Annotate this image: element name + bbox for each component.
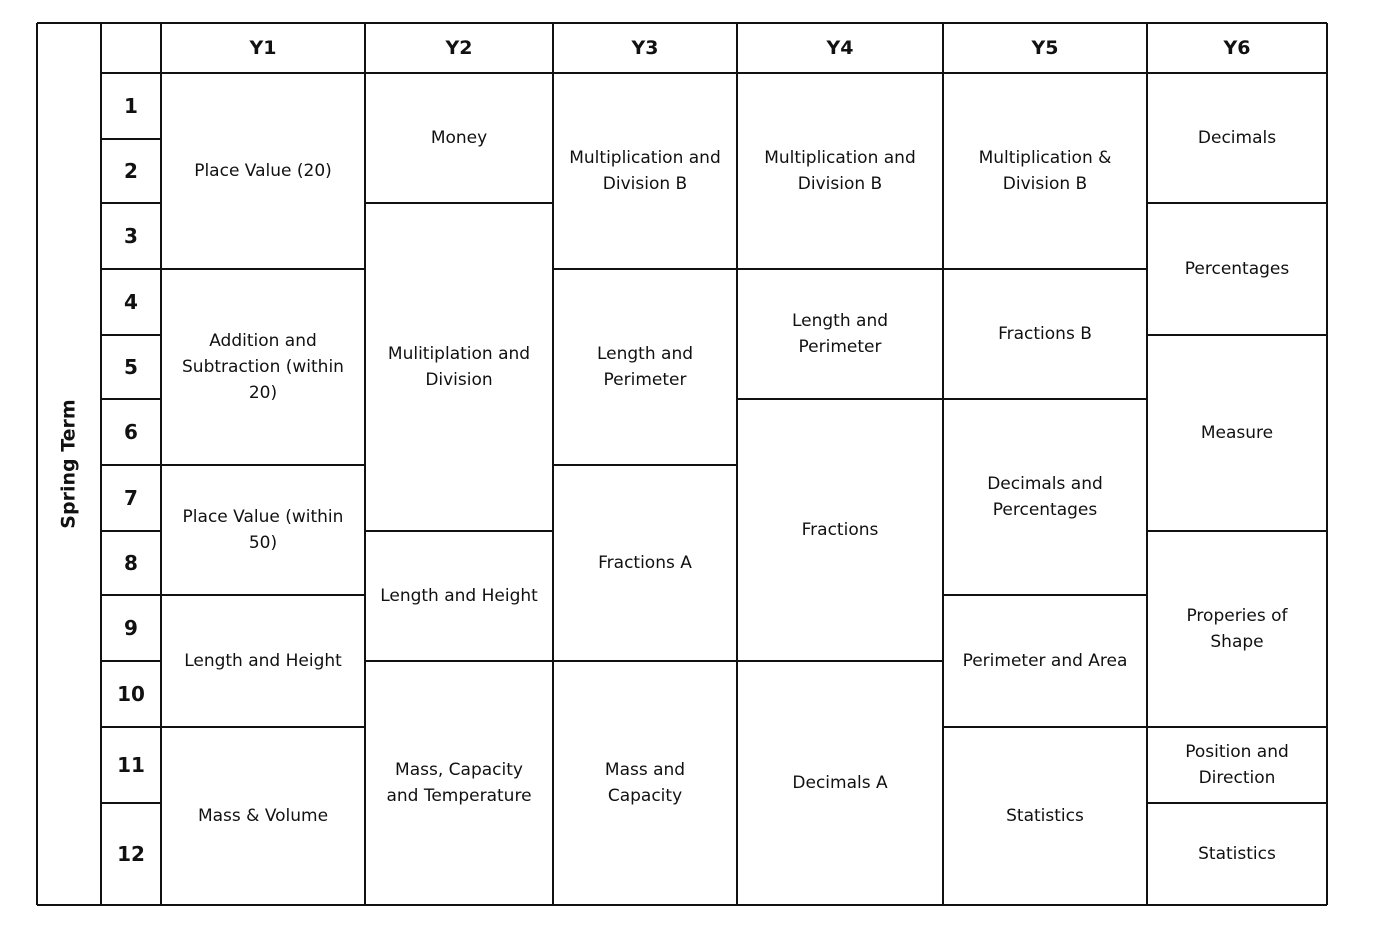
- term-label: [37, 23, 101, 905]
- topic-cell-y1-4-text: Length and Height: [184, 651, 342, 671]
- topic-cell-y2-2: [365, 203, 553, 531]
- topic-cell-y4-4: [737, 661, 943, 905]
- topic-cell-y4-3: [737, 399, 943, 661]
- topic-cell-y3-1: [553, 73, 737, 269]
- week-number-9-text: 9: [124, 616, 138, 640]
- year-header-y1: [161, 23, 365, 73]
- topic-cell-y3-1-text: Multiplication and Division B: [569, 148, 721, 194]
- topic-cell-y6-6-text: Statistics: [1198, 844, 1276, 864]
- year-header-y2-text: Y2: [445, 37, 473, 59]
- topic-cell-y1-4: [161, 595, 365, 727]
- week-number-3: [101, 203, 161, 269]
- year-header-y1-text: Y1: [249, 37, 277, 59]
- topic-cell-y2-3: [365, 531, 553, 661]
- topic-cell-y2-4: [365, 661, 553, 905]
- topic-cell-y6-5: [1147, 727, 1327, 803]
- topic-cell-y1-2: [161, 269, 365, 465]
- year-header-y6: [1147, 23, 1327, 73]
- year-header-y3: [553, 23, 737, 73]
- week-number-12: [101, 803, 161, 905]
- topic-cell-y4-1-text: Multiplication and Division B: [764, 148, 916, 194]
- topic-cell-y3-2-text: Length and Perimeter: [596, 344, 694, 390]
- topic-cell-y2-1-text: Money: [430, 128, 488, 148]
- topic-cell-y5-2: [943, 269, 1147, 399]
- topic-cell-y6-1-text: Decimals: [1197, 128, 1277, 148]
- week-number-10: [101, 661, 161, 727]
- topic-cell-y1-2-text: Addition and Subtraction (within 20): [182, 331, 344, 403]
- week-number-1: [101, 73, 161, 139]
- topic-cell-y6-6: [1147, 803, 1327, 905]
- topic-cell-y3-3-text: Fractions A: [598, 553, 692, 573]
- topic-cell-y3-3: [553, 465, 737, 661]
- topic-cell-y6-2: [1147, 203, 1327, 335]
- topic-cell-y5-2-text: Fractions B: [998, 324, 1092, 344]
- week-number-7: [101, 465, 161, 531]
- week-number-5: [101, 335, 161, 399]
- year-header-y4: [737, 23, 943, 73]
- week-number-3-text: 3: [124, 224, 138, 248]
- year-header-y2: [365, 23, 553, 73]
- topic-cell-y1-1-text: Place Value (20): [194, 161, 332, 181]
- year-header-y4-text: Y4: [826, 37, 854, 59]
- topic-cell-y5-5: [943, 727, 1147, 905]
- topic-cell-y6-4: [1147, 531, 1327, 727]
- year-header-y5: [943, 23, 1147, 73]
- topic-cell-y5-3: [943, 399, 1147, 595]
- week-number-8: [101, 531, 161, 595]
- topic-cell-y5-1-text: Multiplication & Division B: [978, 148, 1112, 194]
- week-number-4: [101, 269, 161, 335]
- week-number-2-text: 2: [124, 159, 138, 183]
- topic-cell-y1-5-text: Mass & Volume: [197, 806, 329, 826]
- topic-cell-y1-5: [161, 727, 365, 905]
- corner-cell: [101, 23, 161, 73]
- week-number-7-text: 7: [124, 486, 138, 510]
- week-number-11: [101, 727, 161, 803]
- topic-cell-y3-4-text: Mass and Capacity: [604, 760, 686, 806]
- topic-cell-y2-3-text: Length and Height: [380, 586, 538, 606]
- topic-cell-y4-2: [737, 269, 943, 399]
- topic-cell-y2-2-text: Mulitiplation and Division: [387, 344, 531, 390]
- topic-cell-y1-3: [161, 465, 365, 595]
- topic-cell-y5-4: [943, 595, 1147, 727]
- topic-cell-y4-1: [737, 73, 943, 269]
- topic-cell-y5-5-text: Statistics: [1006, 806, 1084, 826]
- year-header-y6-text: Y6: [1223, 37, 1251, 59]
- topic-cell-y2-1: [365, 73, 553, 203]
- topic-cell-y6-4-text: Properies of Shape: [1186, 606, 1288, 652]
- topic-cell-y3-2: [553, 269, 737, 465]
- term-label-text: Spring Term: [58, 399, 80, 529]
- week-number-11-text: 11: [117, 753, 145, 777]
- topic-cell-y5-1: [943, 73, 1147, 269]
- topic-cell-y4-2-text: Length and Perimeter: [791, 311, 889, 357]
- week-number-10-text: 10: [117, 682, 145, 706]
- week-number-1-text: 1: [124, 94, 138, 118]
- year-header-y5-text: Y5: [1031, 37, 1059, 59]
- topic-cell-y4-3-text: Fractions: [801, 520, 879, 540]
- week-number-6-text: 6: [124, 420, 138, 444]
- topic-cell-y5-4-text: Perimeter and Area: [962, 651, 1128, 671]
- topic-cell-y6-1: [1147, 73, 1327, 203]
- topic-cell-y1-1: [161, 73, 365, 269]
- week-number-6: [101, 399, 161, 465]
- topic-cell-y6-3: [1147, 335, 1327, 531]
- year-header-y3-text: Y3: [631, 37, 659, 59]
- week-number-4-text: 4: [124, 290, 138, 314]
- week-number-2: [101, 139, 161, 203]
- topic-cell-y6-2-text: Percentages: [1184, 259, 1290, 279]
- topic-cell-y4-4-text: Decimals A: [792, 773, 888, 793]
- week-number-12-text: 12: [117, 842, 145, 866]
- topic-cell-y6-3-text: Measure: [1200, 423, 1274, 443]
- topic-cell-y6-5-text: Position and Direction: [1185, 742, 1289, 788]
- week-number-9: [101, 595, 161, 661]
- week-number-8-text: 8: [124, 551, 138, 575]
- week-number-5-text: 5: [124, 355, 138, 379]
- topic-cell-y2-4-text: Mass, Capacity and Temperature: [386, 760, 532, 806]
- topic-cell-y3-4: [553, 661, 737, 905]
- topic-cell-y5-3-text: Decimals and Percentages: [987, 474, 1103, 520]
- topic-cell-y1-3-text: Place Value (within 50): [182, 507, 344, 553]
